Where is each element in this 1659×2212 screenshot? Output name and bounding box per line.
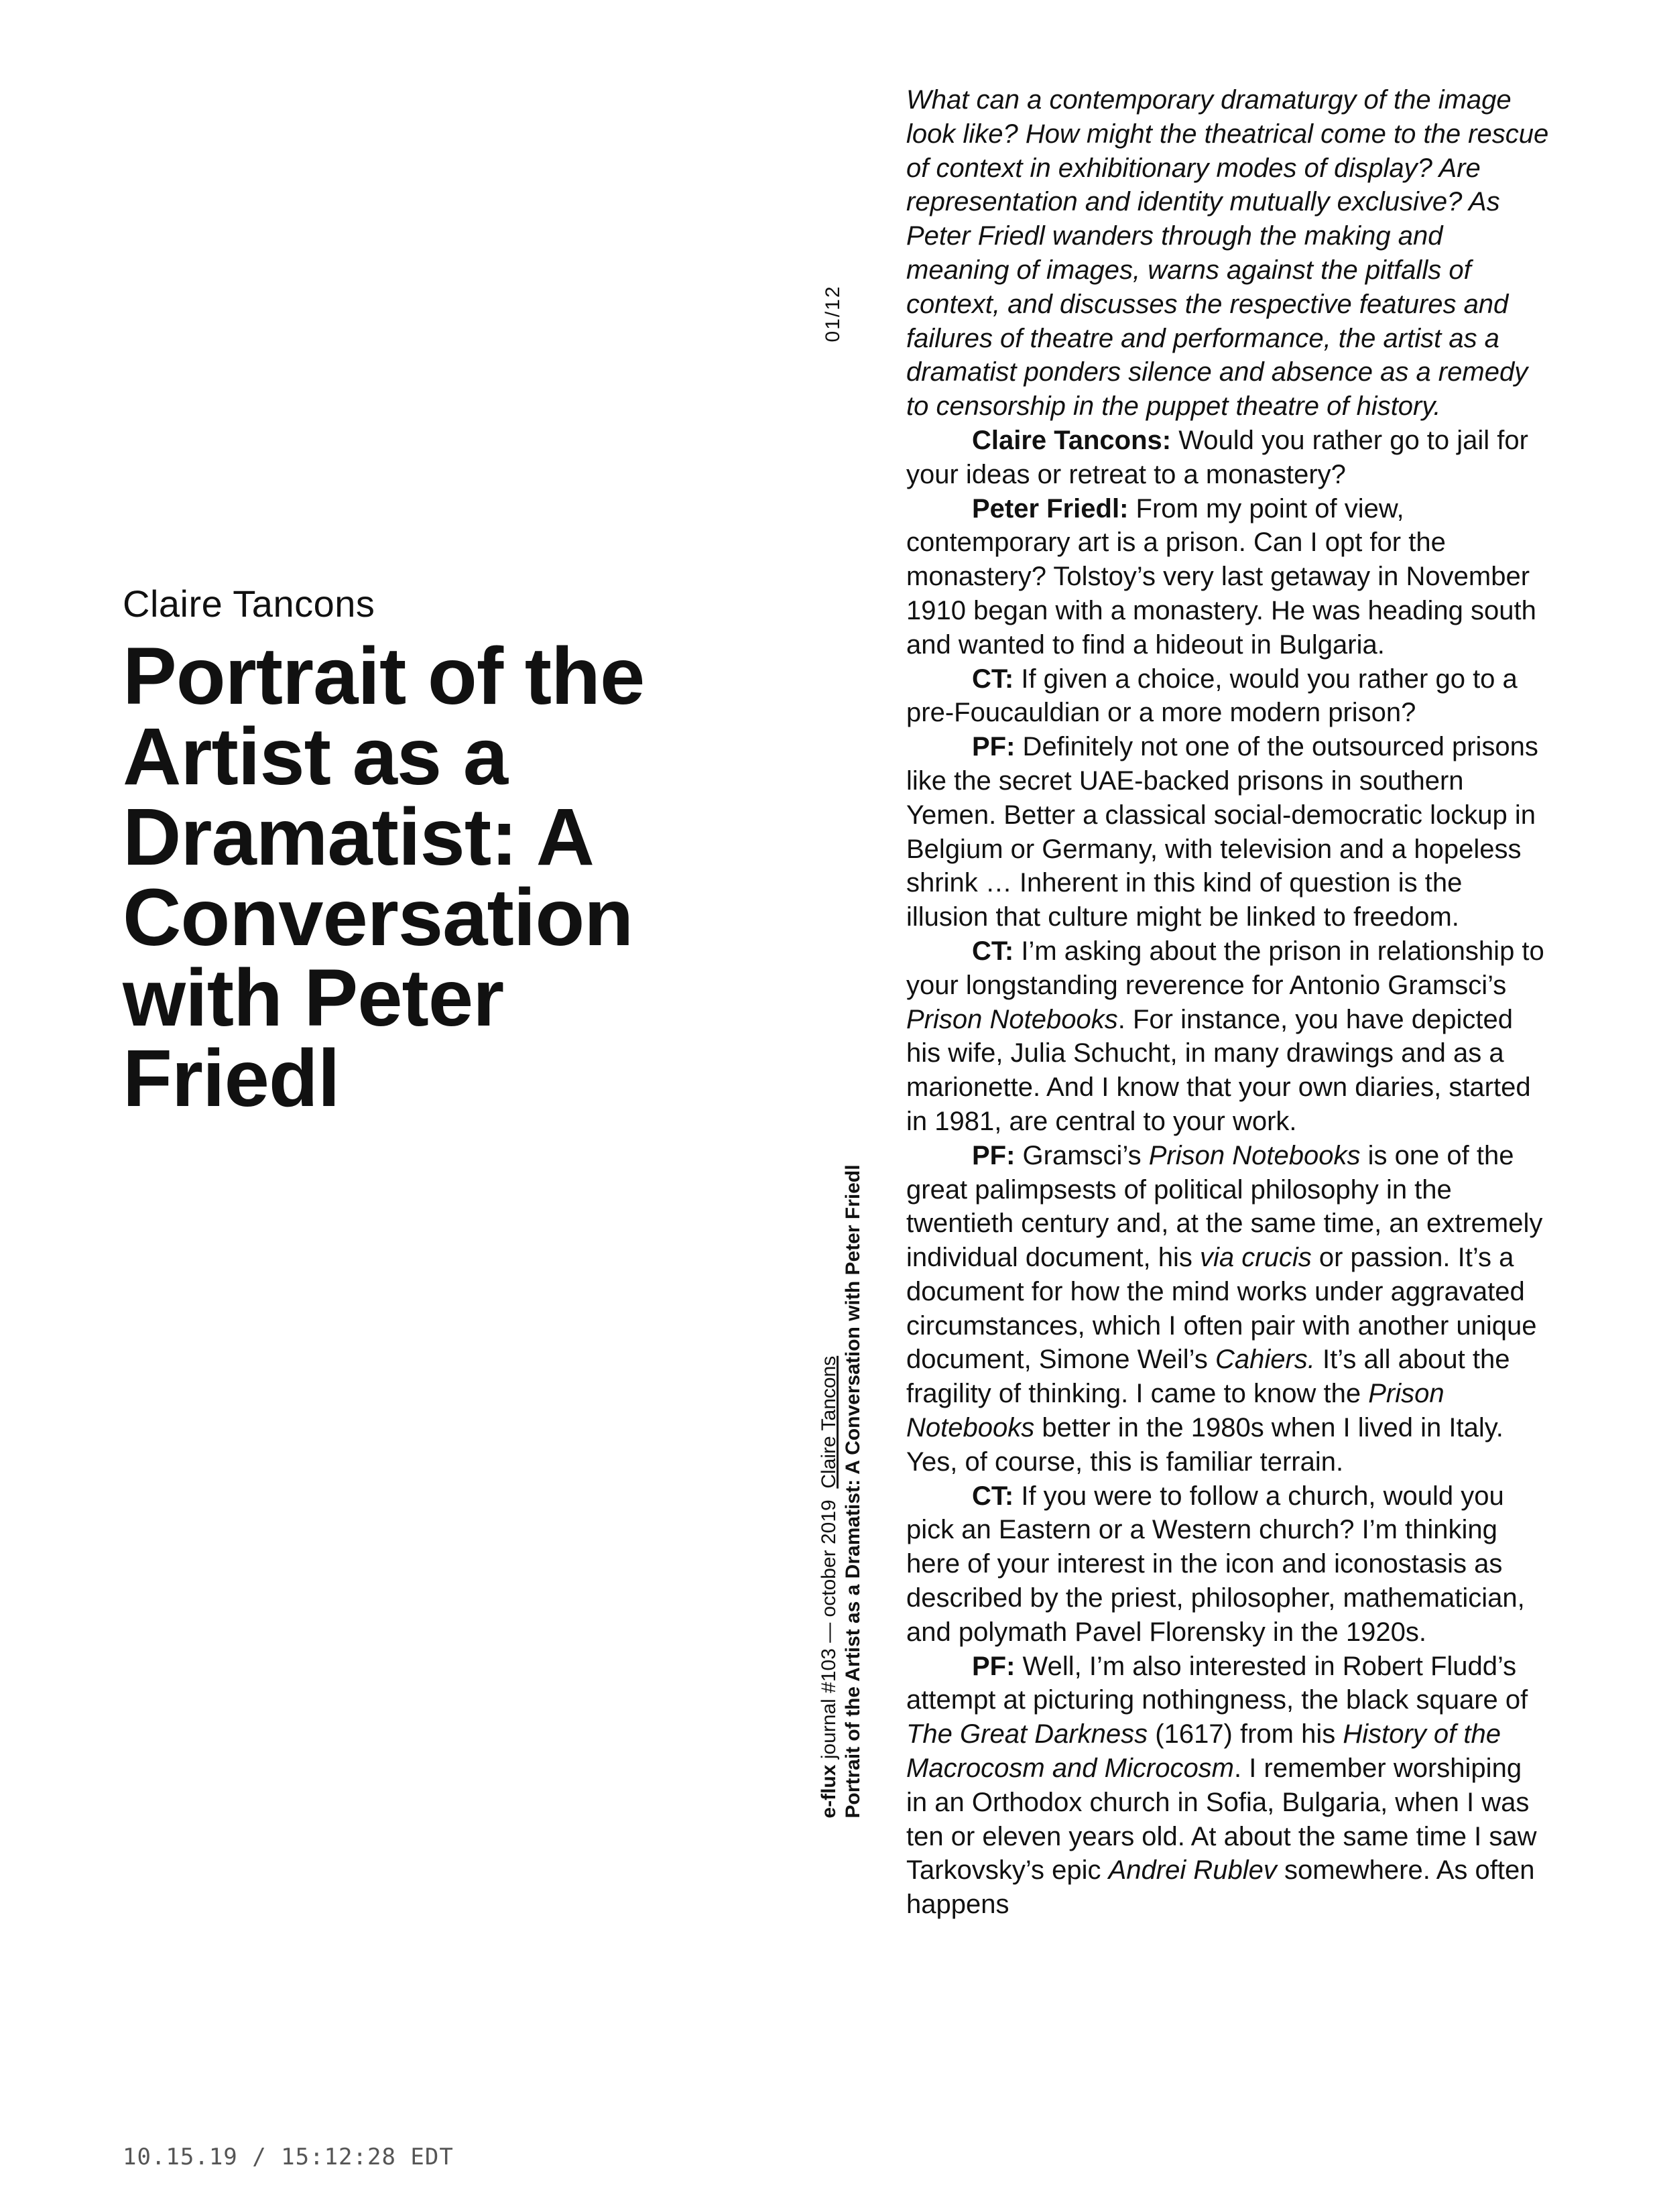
publication-issue: journal #103 — october 2019 <box>818 1499 840 1765</box>
paragraph-text: better in the 1980s when I lived in Italy. Yes, of course, this is familiar terrain. <box>906 1413 1503 1477</box>
interview-paragraph <box>906 934 1550 1139</box>
paragraph-text: or passion. It’s a document for how the mind works under aggravated circumstances, which I often pair with another unique document, Simone Weil’s <box>906 1243 1537 1375</box>
italic-title: Prison Notebooks <box>906 1379 1445 1443</box>
article-title: Portrait of the Artist as a Dramatist: A Conversation with Peter Friedl <box>123 630 645 1123</box>
paragraph-text: is one of the great palimpsests of political philosophy in the twentieth century and, at the same time, an extremely individual document, his <box>906 1140 1543 1273</box>
paragraph-text: If you were to follow a church, would you pick an Eastern or a Western church? I’m thinking here of your interest in the icon and iconostasis as described by the priest, philosopher, mathematician, and polymath Pavel Florensky in the 1920s. <box>906 1481 1525 1647</box>
running-head-publication <box>817 1164 841 1818</box>
print-timestamp: 10.15.19 / 15:12:28 EDT <box>123 2144 454 2170</box>
paragraph-text: . For instance, you have depicted his wife, Julia Schucht, in many drawings and as a marionette. And I know that your own diaries, started in 1981, are central to your work. <box>906 1004 1531 1136</box>
interview-paragraph <box>906 424 1550 492</box>
page-number: 01/12 <box>822 285 844 343</box>
interview-paragraph <box>906 730 1550 934</box>
speaker-label: Claire Tancons: <box>972 425 1172 455</box>
italic-title: Andrei Rublev <box>1108 1855 1277 1886</box>
paragraph-text: Definitely not one of the outsourced prisons like the secret UAE-backed prisons in southern Yemen. Better a classical social-democratic lockup in Belgium or Germany, with television and a hopeless shrink … Inherent in this kind of question is the illusion that culture might be linked to freedom. <box>906 732 1538 932</box>
speaker-label: CT: <box>972 664 1014 694</box>
italic-title: History of the Macrocosm and Microcosm <box>906 1719 1501 1784</box>
paragraph-text: somewhere. As often happens <box>906 1855 1535 1920</box>
publication-brand: e-flux <box>818 1764 840 1819</box>
interview-paragraph <box>906 1650 1550 1922</box>
italic-title: The Great Darkness <box>906 1719 1148 1749</box>
interview-paragraph <box>906 492 1550 662</box>
running-head-article-title: Portrait of the Artist as a Dramatist: A Conversation with Peter Friedl <box>842 1164 864 1819</box>
running-head <box>817 1164 865 1818</box>
paragraph-text: Well, I’m also interested in Robert Fludd’s attempt at picturing nothingness, the black square of <box>906 1651 1528 1715</box>
paragraph-text: (1617) from his <box>1148 1719 1343 1749</box>
paragraph-text: From my point of view, contemporary art is a prison. Can I opt for the monastery? Tolstoy’s very last getaway in November 1910 began with a monastery. He was heading south and wanted to find a hideout in Bulgaria. <box>906 493 1536 660</box>
italic-title: Prison Notebooks <box>906 1004 1118 1034</box>
speaker-label: Peter Friedl: <box>972 493 1129 524</box>
speaker-label: CT: <box>972 1481 1014 1511</box>
paragraph-text: . I remember worshiping in an Orthodox church in Sofia, Bulgaria, when I was ten or eleven years old. At about the same time I saw Tarkovsky’s epic <box>906 1754 1537 1886</box>
paragraph-text: I’m asking about the prison in relationship to your longstanding reverence for Antonio Gramsci’s <box>906 936 1544 1000</box>
speaker-label: PF: <box>972 1651 1016 1681</box>
standfirst: What can a contemporary dramaturgy of the image look like? How might the theatrical come to the rescue of context in exhibitionary modes of display? Are representation and identity mutually exclusive? As Peter Friedl wanders through the making and meaning of images, warns against the pitfalls of context, and discusses the respective features and failures of theatre and performance, the artist as a dramatist ponders silence and absence as a remedy to censorship in the puppet theatre of history. <box>906 85 1549 422</box>
interview-paragraph <box>906 662 1550 731</box>
interview-paragraphs <box>906 424 1550 1922</box>
italic-title: via crucis <box>1200 1243 1312 1273</box>
speaker-label: PF: <box>972 1140 1016 1170</box>
interview-paragraph <box>906 1479 1550 1650</box>
italic-title: Cahiers. <box>1215 1345 1315 1375</box>
interview-paragraph <box>906 1139 1550 1479</box>
speaker-label: PF: <box>972 732 1016 762</box>
paragraph-text: Gramsci’s <box>1015 1140 1149 1170</box>
article-author: Claire Tancons <box>123 582 375 625</box>
article-body <box>906 83 1550 1922</box>
running-head-author-link[interactable]: Claire Tancons <box>818 1355 840 1489</box>
italic-title: Prison Notebooks <box>1148 1140 1361 1170</box>
paragraph-text: Would you rather go to jail for your ideas or retreat to a monastery? <box>906 425 1528 489</box>
paragraph-text: If given a choice, would you rather go to a pre-Foucauldian or a more modern prison? <box>906 664 1518 728</box>
speaker-label: CT: <box>972 936 1014 966</box>
paragraph-text: It’s all about the fragility of thinking. I came to know the <box>906 1345 1510 1409</box>
